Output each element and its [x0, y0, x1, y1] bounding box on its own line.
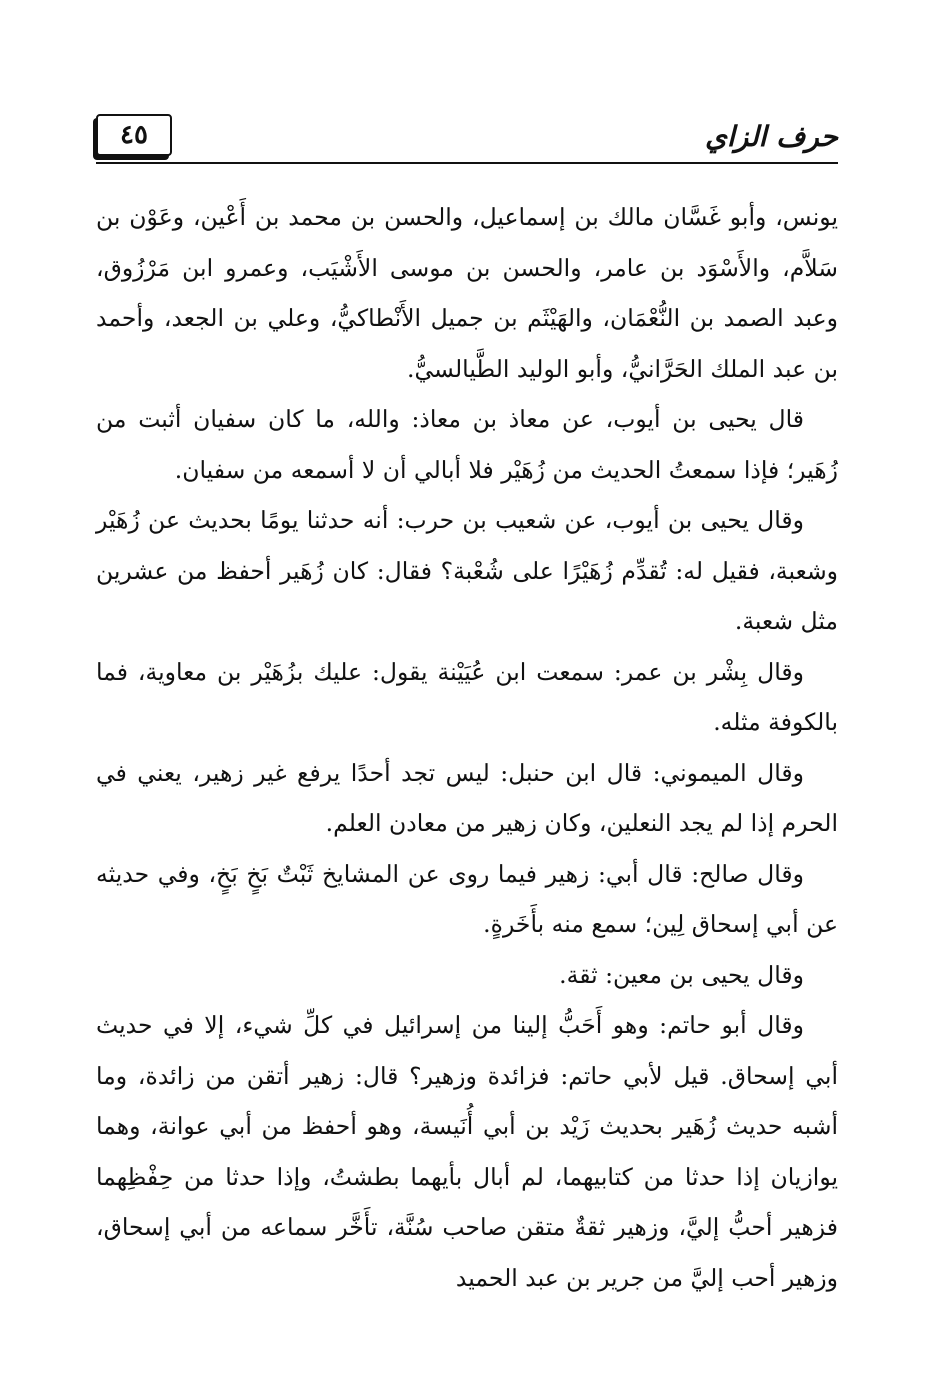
paragraph-2: قال يحيى بن أيوب، عن معاذ بن معاذ: والله، ما كان سفيان أثبت من زُهَير؛ فإذا سمعتُ الحديث من زُهَيْر فلا أبالي أن لا أسمعه من سفيان.	[96, 405, 838, 484]
paragraph-6: وقال صالح: قال أبي: زهير فيما روى عن المشايخ ثَبْتٌ بَخٍ بَخٍ، وفي حديثه عن أبي إسحاق لِين؛ سمع منه بأَخَرةٍ.	[96, 859, 838, 938]
page-number	[96, 114, 172, 156]
page-body	[96, 192, 838, 1303]
page-number-text: ٤٥	[120, 120, 148, 150]
paragraph-3: وقال يحيى بن أيوب، عن شعيب بن حرب: أنه حدثنا يومًا بحديث عن زُهَيْر وشعبة، فقيل له: تُقدِّم زُهَيْرًا على شُعْبة؟ فقال: كان زُهَير أحفظ من عشرين مثل شعبة.	[96, 506, 838, 635]
paragraph-4: وقال بِشْر بن عمر: سمعت ابن عُيَيْنة يقول: عليك بزُهَيْر بن معاوية، فما بالكوفة مثله.	[96, 657, 838, 736]
paragraph-1: يونس، وأبو غَسَّان مالك بن إسماعيل، والحسن بن محمد بن أَعْين، وعَوْن بن سَلاَّم، والأَسْوَد بن عامر، والحسن بن موسى الأَشْيَب، وعمرو ابن مَرْزُوق، وعبد الصمد بن النُّعْمَان، والهَيْثَم بن جميل الأَنْطاكيُّ، وعلي بن الجعد، وأحمد بن عبد الملك الحَرَّانيُّ، وأبو الوليد الطَّيالسيُّ.	[96, 203, 838, 383]
paragraph-7: وقال يحيى بن معين: ثقة.	[559, 960, 804, 989]
paragraph-8: وقال أبو حاتم: وهو أَحَبُّ إلينا من إسرائيل في كلِّ شيء، إلا في حديث أبي إسحاق. قيل لأبي حاتم: فزائدة وزهير؟ قال: زهير أتقن من زائدة، وما أشبه حديث زُهَير بحديث زَيْد بن أبي أُنَيسة، وهو أحفظ من أبي عوانة، وهما يوازيان إذا حدثا من كتابيهما، لم أبال بأيهما بطشتُ، وإذا حدثا من حِفْظِهما فزهير أحبُّ إليَّ، وزهير ثقةٌ متقن صاحب سُنَّة، تأَخَّر سماعه من أبي إسحاق، وزهير أحب إليَّ من جرير بن عبد الحميد	[96, 1011, 838, 1292]
running-title: حرف الزاي	[705, 120, 838, 153]
header-divider	[96, 162, 838, 164]
page-header	[96, 114, 838, 164]
paragraph-5: وقال الميموني: قال ابن حنبل: ليس تجد أحدًا يرفع غير زهير، يعني في الحرم إذا لم يجد النعلين، وكان زهير من معادن العلم.	[96, 758, 838, 837]
